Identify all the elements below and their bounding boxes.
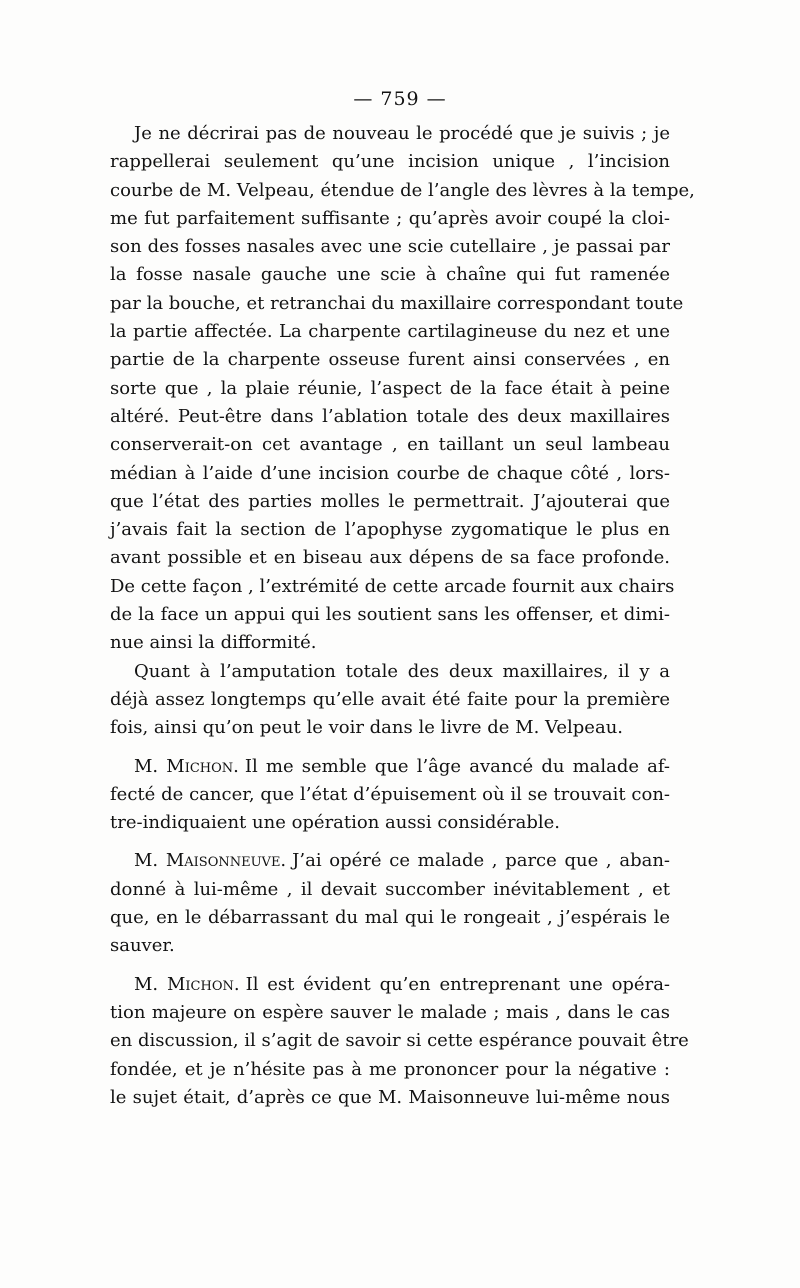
- text-line: [110, 753, 670, 781]
- text-line: donné à lui-même , il devait succomber inévitablement , et: [110, 878, 670, 900]
- text-line: altéré. Peut-être dans l’ablation totale des deux maxillaires: [110, 405, 670, 427]
- text-line: sauver.: [110, 935, 175, 957]
- text-line: que, en le débarrassant du mal qui le rongeait , j’espérais le: [110, 907, 670, 929]
- text-line: me fut parfaitement suffisante ; qu’après avoir coupé la cloi-: [110, 207, 670, 229]
- text-line: [110, 847, 670, 875]
- paragraph: [110, 120, 695, 658]
- text-line: partie de la charpente osseuse furent ainsi conservées , en: [110, 349, 670, 371]
- text-line: tion majeure on espère sauver le malade ; mais , dans le cas: [110, 1001, 670, 1023]
- text-line: Quant à l’amputation totale des deux maxillaires, il y a: [134, 660, 670, 682]
- paragraph-gap: [110, 743, 670, 753]
- paragraph-gap: [110, 837, 670, 847]
- speaker-prefix: M.: [134, 850, 166, 872]
- text-line: fondée, et je n’hésite pas à me prononcer pour la négative :: [110, 1058, 670, 1080]
- text-line: son des fosses nasales avec une scie cutellaire , je passai par: [110, 236, 670, 258]
- speaker-name: Michon.: [166, 755, 239, 777]
- text-line: fois, ainsi qu’on peut le voir dans le livre de M. Velpeau.: [110, 717, 624, 739]
- paragraph: [110, 658, 670, 743]
- text-line: nue ainsi la difformité.: [110, 632, 317, 654]
- text-line: par la bouche, et retranchai du maxillaire correspondant toute: [110, 292, 684, 314]
- text-line-rest: Il me semble que l’âge avancé du malade af-: [244, 755, 670, 777]
- text-line-rest: Il est évident qu’en entreprenant une opéra-: [245, 973, 671, 995]
- text-line: avant possible et en biseau aux dépens de sa face profonde.: [110, 547, 670, 569]
- text-line-rest: J’ai opéré ce malade , parce que , aban-: [292, 850, 670, 872]
- text-line: en discussion, il s’agit de savoir si cette espérance pouvait être: [110, 1030, 689, 1052]
- speaker-prefix: M.: [134, 973, 167, 995]
- text-line: tre-indiquaient une opération aussi considérable.: [110, 812, 560, 834]
- text-line: j’avais fait la section de l’apophyse zygomatique le plus en: [110, 519, 670, 541]
- text-line: la fosse nasale gauche une scie à chaîne qui fut ramenée: [110, 264, 670, 286]
- text-line: le sujet était, d’après ce que M. Maisonneuve lui-même nous: [110, 1086, 670, 1108]
- dialogue-paragraph: [110, 753, 670, 838]
- text-line: courbe de M. Velpeau, étendue de l’angle des lèvres à la tempe,: [110, 179, 695, 201]
- speaker-prefix: M.: [134, 755, 167, 777]
- text-line: de la face un appui qui les soutient sans les offenser, et dimi-: [110, 604, 670, 626]
- dialogue-paragraph: [110, 971, 689, 1112]
- text-line: fecté de cancer, que l’état d’épuisement où il se trouvait con-: [110, 783, 670, 805]
- text-line: De cette façon , l’extrémité de cette arcade fournit aux chairs: [110, 575, 675, 597]
- text-line: [110, 971, 670, 999]
- text-line: sorte que , la plaie réunie, l’aspect de la face était à peine: [110, 377, 670, 399]
- paragraph-gap: [110, 961, 670, 971]
- page-number: — 759 —: [353, 88, 447, 110]
- text-line: rappellerai seulement qu’une incision unique , l’incision: [110, 151, 670, 173]
- text-line: médian à l’aide d’une incision courbe de chaque côté , lors-: [110, 462, 670, 484]
- text-line: conserverait-on cet avantage , en taillant un seul lambeau: [110, 434, 670, 456]
- speaker-name: Maisonneuve.: [165, 850, 287, 872]
- body-text: [110, 120, 695, 1112]
- text-line: Je ne décrirai pas de nouveau le procédé que je suivis ; je: [134, 123, 670, 144]
- text-line: que l’état des parties molles le permettrait. J’ajouterai que: [110, 490, 670, 512]
- dialogue-paragraph: [110, 847, 670, 960]
- text-line: la partie affectée. La charpente cartilagineuse du nez et une: [110, 321, 670, 343]
- speaker-name: Michon.: [166, 973, 240, 995]
- text-line: déjà assez longtemps qu’elle avait été faite pour la première: [110, 688, 670, 710]
